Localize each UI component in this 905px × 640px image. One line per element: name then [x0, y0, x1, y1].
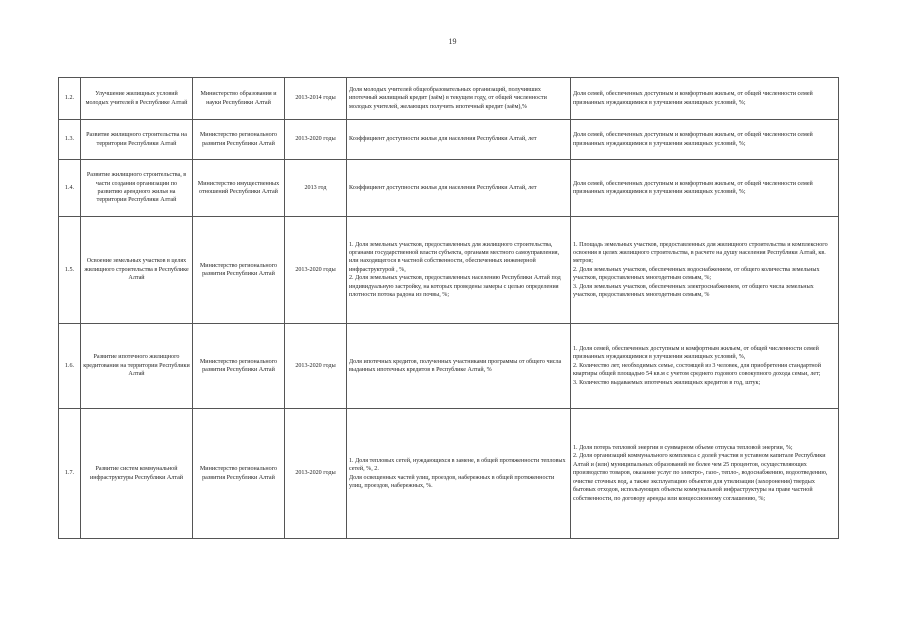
page-number: 19: [448, 37, 457, 46]
table-row: [59, 409, 839, 539]
row-number-cell: 1.5.: [59, 217, 81, 324]
table-row: [59, 217, 839, 324]
executor-cell: Министерство регионального развития Республики Алтай: [193, 409, 285, 539]
result-text: 1. Площадь земельных участков, предоставленных для жилищного строительства и комплексного освоения в целях жилищного строительства, в расчете на душу населения Республики Алтай, кв. метров;: [573, 241, 828, 265]
result-text: 3. Доля земельных участков, обеспеченных электроснабжением, от общего числа земельных участков, предоставленных многодетным семьям, %: [573, 283, 814, 299]
indicator-text: Коэффициент доступности жилья для населения Республики Алтай, лет: [349, 136, 537, 143]
result-text: Доля семей, обеспеченных доступным и комфортным жильем, от общей численности семей признанных нуждающимися в улучшении жилищных условий, %;: [573, 91, 813, 106]
measure-name-cell: Развитие ипотечного жилищного кредитования на территории Республики Алтай: [81, 324, 193, 409]
table-row: [59, 160, 839, 217]
period-cell: 2013-2014 годы: [285, 78, 347, 120]
measure-name-cell: Развитие жилищного строительства на территории Республики Алтай: [81, 120, 193, 160]
result-text: 1. Доля семей, обеспеченных доступным и комфортным жильем, от общей численности семей признанных нуждающимися в улучшении жилищных условий, %,: [573, 345, 819, 361]
results-cell: [571, 324, 839, 409]
table-body: [59, 78, 839, 539]
row-number-cell: 1.3.: [59, 120, 81, 160]
indicators-cell: [347, 217, 571, 324]
indicator-text: Доля ипотечных кредитов, полученных участниками программы от общего числа выданных ипотечных кредитов в Республике Алтай, %: [349, 358, 562, 373]
indicator-text: 2. Доля земельных участков, предоставленных населению Республики Алтай под индивидуальную застройку, на которых проведены замеры с целью определения плотности потока радона из почвы, %;: [349, 275, 561, 299]
period-cell: 2013 год: [285, 160, 347, 217]
result-text: 2. Количество лет, необходимых семье, состоящей из 3 человек, для приобретения стандартной квартиры общей площадью 54 кв.м с учетом среднего годового совокупного дохода семьи, лет;: [573, 362, 821, 378]
period-cell: 2013-2020 годы: [285, 409, 347, 539]
executor-cell: Министерство образования и науки Республики Алтай: [193, 78, 285, 120]
result-text: 3. Количество выдаваемых ипотечных жилищных кредитов в год, штук;: [573, 379, 761, 386]
table-row: [59, 324, 839, 409]
indicator-text: 1. Доля тепловых сетей, нуждающихся в замене, в общей протяженности тепловых сетей, %, 2.: [349, 457, 566, 473]
indicator-text: 1. Доля земельных участков, предоставленных для жилищного строительства, органами государственной власти субъекта, органами местного самоуправления, или находящегося в частной собственности, обеспеченных инженерной инфраструктурой , %,: [349, 241, 560, 273]
row-number-cell: 1.6.: [59, 324, 81, 409]
indicators-cell: [347, 120, 571, 160]
executor-cell: Министерство регионального развития Республики Алтай: [193, 324, 285, 409]
executor-cell: Министерство имущественных отношений Республики Алтай: [193, 160, 285, 217]
result-text: 2. Доля организаций коммунального комплекса с долей участия в уставном капитале Республики Алтай и (или) муниципальных образований не более чем 25 процентов, осуществляющих производство товаров, оказание услуг по электро-, газо-, тепло-, водоснабжению, водоотведению, очистке сточных вод, а также эксплуатацию объектов для утилизации (захоронения) твердых бытовых отходов, использующих объекты коммунальной инфраструктуры на праве частной собственности, по договору аренды или концессионному соглашению, %;: [573, 453, 828, 502]
row-number-cell: 1.7.: [59, 409, 81, 539]
results-cell: [571, 78, 839, 120]
executor-cell: Министерство регионального развития Республики Алтай: [193, 120, 285, 160]
result-text: Доля семей, обеспеченных доступным и комфортным жильем, от общей численности семей признанных нуждающимися в улучшении жилищных условий, %;: [573, 180, 813, 195]
program-measures-table: [58, 77, 839, 539]
measure-name-cell: Улучшение жилищных условий молодых учителей в Республике Алтай: [81, 78, 193, 120]
period-cell: 2013-2020 годы: [285, 217, 347, 324]
table-row: [59, 78, 839, 120]
results-cell: [571, 217, 839, 324]
measure-name-cell: Развитие жилищного строительства, в части создания организации по развитию арендного жилья на территории Республики Алтай: [81, 160, 193, 217]
measure-name-cell: Развитие систем коммунальной инфраструктуры Республики Алтай: [81, 409, 193, 539]
results-cell: [571, 160, 839, 217]
indicators-cell: [347, 160, 571, 217]
indicators-cell: [347, 78, 571, 120]
result-text: 2. Доля земельных участков, обеспеченных водоснабжением, от общего количества земельных участков, предоставленных многодетным семьям, %;: [573, 266, 820, 282]
measure-name-cell: Освоение земельных участков в целях жилищного строительства в Республике Алтай: [81, 217, 193, 324]
executor-cell: Министерство регионального развития Республики Алтай: [193, 217, 285, 324]
indicators-cell: [347, 409, 571, 539]
period-cell: 2013-2020 годы: [285, 120, 347, 160]
row-number-cell: 1.4.: [59, 160, 81, 217]
results-cell: [571, 120, 839, 160]
result-text: 1. Доля потерь тепловой энергии в суммарном объеме отпуска тепловой энергии, %;: [573, 445, 793, 452]
table-row: [59, 120, 839, 160]
indicators-cell: [347, 324, 571, 409]
period-cell: 2013-2020 годы: [285, 324, 347, 409]
row-number-cell: 1.2.: [59, 78, 81, 120]
indicator-text: Доля освещенных частей улиц, проездов, набережных в общей протяженности улиц, проездов, набережных, %.: [349, 474, 555, 489]
result-text: Доля семей, обеспеченных доступным и комфортным жильем, от общей численности семей признанных нуждающимися в улучшении жилищных условий, %;: [573, 132, 813, 147]
indicator-text: Коэффициент доступности жилья для населения Республики Алтай, лет: [349, 184, 537, 191]
results-cell: [571, 409, 839, 539]
indicator-text: Доля молодых учителей общеобразовательных организаций, получивших ипотечный жилищный кредит (заём) в текущем году, от общей численности молодых учителей, желающих получить ипотечный кредит (заём),%: [349, 86, 547, 110]
